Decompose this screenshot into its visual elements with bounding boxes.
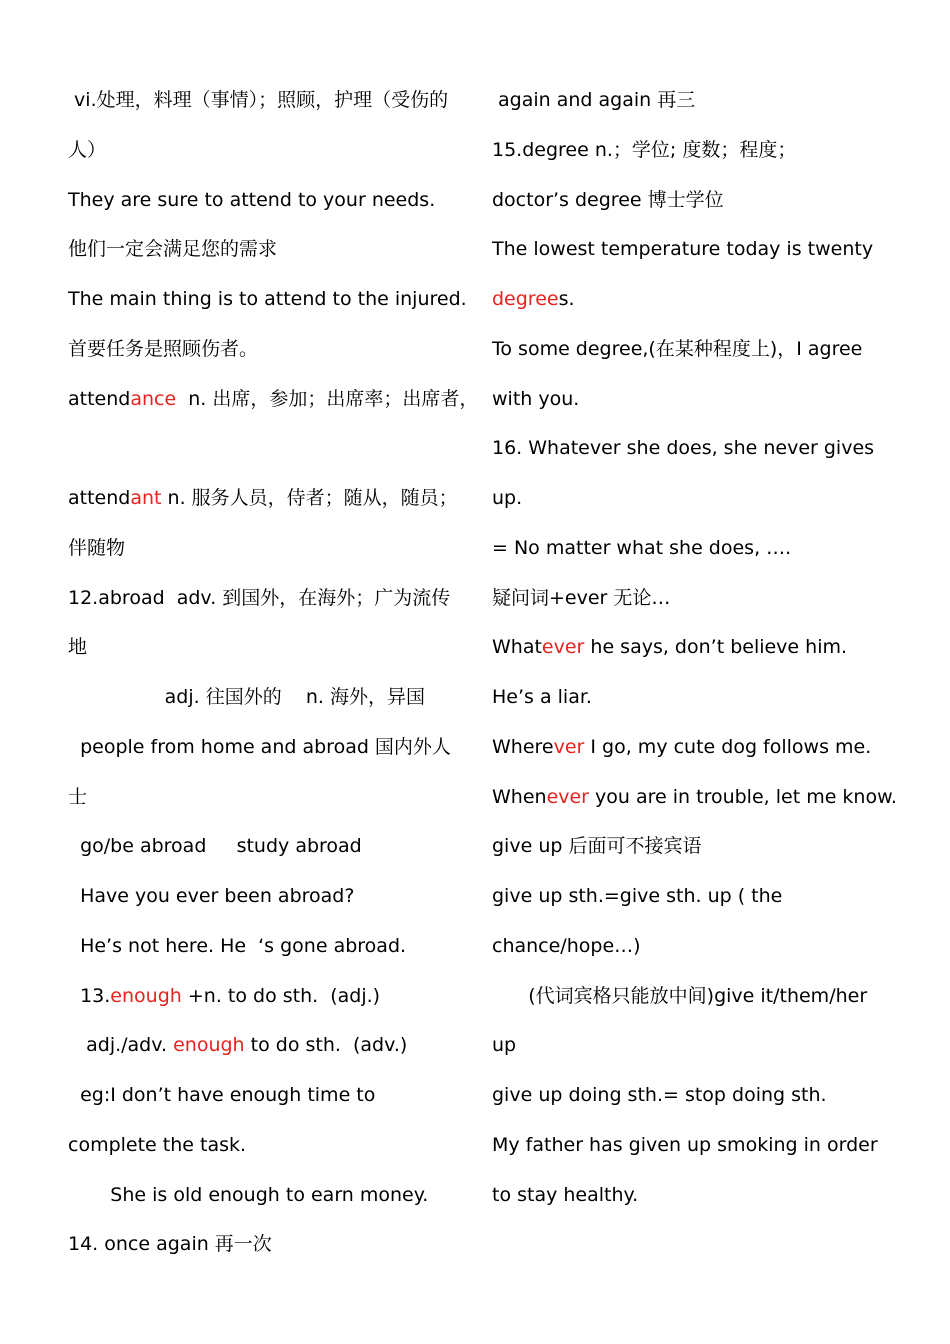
text-segment: to stay healthy. (492, 1183, 639, 1206)
text-line (68, 524, 473, 574)
text-segment: up (492, 1034, 517, 1057)
text-line (68, 225, 473, 275)
text-segment: The main thing is to attend to the injured. (68, 288, 467, 310)
text-segment: again and again 再三 (492, 89, 696, 111)
text-line (492, 76, 937, 126)
text-segment: I go, my cute dog follows me. (584, 735, 872, 758)
text-line (492, 275, 937, 325)
text-segment: 16. Whatever she does, she never gives (492, 437, 875, 460)
text-segment: give up 后面可不接宾语 (492, 835, 702, 858)
text-segment: give up sth.=give sth. up ( the (492, 885, 783, 907)
text-line (68, 1171, 473, 1221)
text-segment: 13. (68, 984, 111, 1007)
text-line (68, 922, 473, 972)
text-line (68, 673, 473, 723)
text-segment: eg:I don’t have enough time to (68, 1084, 376, 1106)
text-segment: doctor’s degree 博士学位 (492, 188, 724, 211)
text-line (68, 126, 473, 176)
text-line (492, 1021, 937, 1071)
text-line (68, 723, 473, 773)
text-line (492, 1171, 937, 1221)
text-segment: The lowest temperature today is twenty (492, 238, 874, 261)
text-segment: to do sth. (adv.) (244, 1034, 408, 1057)
text-segment: chance/hope…) (492, 934, 641, 957)
text-segment: What (492, 636, 542, 659)
text-line (492, 673, 937, 723)
text-segment: with you. (492, 387, 580, 410)
text-line (492, 1071, 937, 1121)
text-line (492, 176, 937, 226)
text-segment: 15.degree n.；学位; 度数；程度； (492, 138, 797, 161)
highlighted-text: ever (546, 785, 589, 808)
text-line (68, 1021, 473, 1071)
text-segment: He’s a liar. (492, 686, 592, 708)
text-segment: 疑问词+ever 无论… (492, 586, 671, 609)
text-segment: you are in trouble, let me know. (589, 785, 897, 808)
highlighted-text: ant (130, 487, 162, 509)
text-line (492, 872, 937, 922)
text-line (68, 972, 473, 1022)
text-line (492, 375, 937, 425)
text-line (68, 822, 473, 872)
text-line (68, 76, 473, 126)
text-segment: n. 出席，参加；出席率；出席者， (176, 387, 479, 410)
text-line (492, 972, 937, 1022)
text-segment: (代词宾格只能放中间)give it/them/her (492, 984, 868, 1007)
text-line (68, 1121, 473, 1171)
text-segment: adj. 往国外的 n. 海外，异国 (68, 686, 425, 708)
text-line (492, 574, 937, 624)
text-segment: up. (492, 487, 523, 509)
text-segment: +n. to do sth. (adj.) (181, 984, 381, 1007)
text-segment: adj./adv. (68, 1034, 174, 1057)
text-line (68, 424, 473, 474)
text-line (68, 176, 473, 226)
highlighted-text: ver (553, 735, 585, 758)
text-segment: 人） (68, 138, 107, 161)
highlighted-text: degree (492, 288, 559, 310)
highlighted-text: ance (130, 387, 177, 410)
text-segment: s. (558, 288, 575, 310)
text-line (492, 1121, 937, 1171)
text-segment: She is old enough to earn money. (68, 1183, 429, 1206)
text-segment: = No matter what she does, …. (492, 536, 792, 559)
text-line (68, 1071, 473, 1121)
text-segment: My father has given up smoking in order (492, 1133, 878, 1156)
text-line (68, 474, 473, 524)
highlighted-text: ever (541, 636, 585, 659)
text-segment: n. 服务人员，侍者；随从，随员； (161, 487, 458, 509)
text-segment: 12.abroad adv. 到国外，在海外；广为流传 (68, 586, 451, 609)
text-segment: Have you ever been abroad? (68, 885, 355, 907)
text-segment: complete the task. (68, 1133, 247, 1156)
text-segment: give up doing sth.= stop doing sth. (492, 1084, 827, 1106)
text-line (68, 1220, 473, 1270)
right-column (492, 76, 937, 1220)
text-segment: 地 (68, 636, 88, 659)
text-line (492, 424, 937, 474)
text-segment: 首要任务是照顾伤者。 (68, 337, 259, 360)
text-segment: vi.处理，料理（事情）；照顾，护理（受伤的 (68, 89, 449, 111)
text-line (492, 225, 937, 275)
text-segment: attend (68, 487, 131, 509)
text-line (492, 822, 937, 872)
text-line (68, 275, 473, 325)
text-segment: he says, don’t believe him. (584, 636, 848, 659)
text-segment: 他们一定会满足您的需求 (68, 238, 278, 261)
text-line (492, 474, 937, 524)
text-line (492, 623, 937, 673)
text-line (492, 723, 937, 773)
text-line (68, 375, 479, 425)
highlighted-text: enough (110, 984, 182, 1007)
highlighted-text: enough (173, 1034, 245, 1057)
text-segment: go/be abroad study abroad (68, 835, 362, 858)
text-segment: 士 (68, 785, 88, 808)
text-line (492, 922, 937, 972)
text-segment: When (492, 785, 547, 808)
text-segment: people from home and abroad 国内外人 (68, 735, 451, 758)
text-segment: To some degree,(在某种程度上)，I agree (492, 337, 863, 360)
left-column (68, 76, 479, 1270)
text-line (492, 126, 937, 176)
text-segment: 14. once again 再一次 (68, 1233, 272, 1256)
text-line (68, 872, 473, 922)
text-line (492, 325, 937, 375)
text-line (492, 773, 937, 823)
text-line (68, 773, 473, 823)
text-segment: He’s not here. He ‘s gone abroad. (68, 934, 407, 957)
text-line (68, 325, 473, 375)
text-segment: They are sure to attend to your needs. (68, 188, 436, 211)
text-segment: attend (68, 387, 131, 410)
text-line (68, 623, 473, 673)
text-segment: Where (492, 735, 554, 758)
text-line (68, 574, 473, 624)
text-segment: 伴随物 (68, 536, 126, 559)
text-line (492, 524, 937, 574)
